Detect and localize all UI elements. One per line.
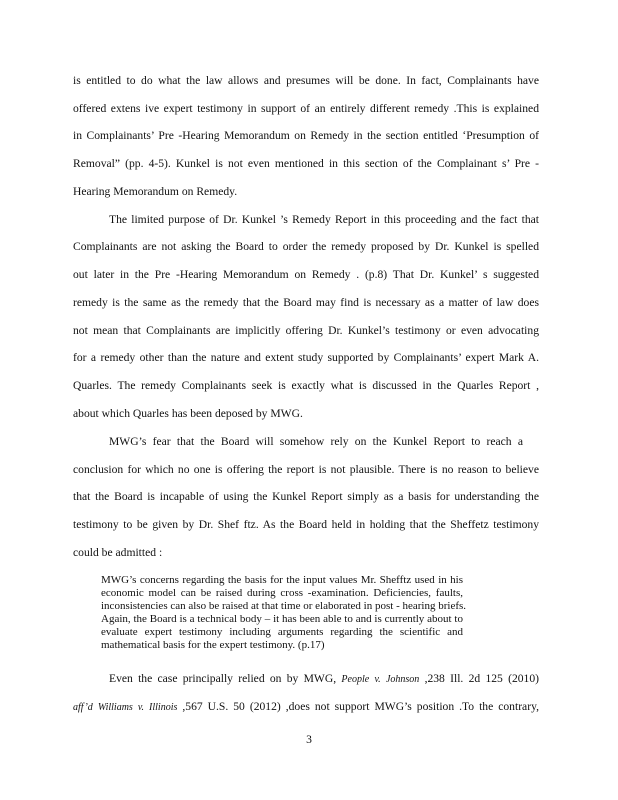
- text-line: MWG’s fear that the Board will somehow rely on the Kunkel Report to reach a: [109, 435, 523, 448]
- quote-line: mathematical basis for the expert testimony. (p.17): [101, 639, 325, 651]
- text-line: Quarles. The remedy Complainants seek is exactly what is discussed in the Quarles Report ,: [73, 379, 539, 392]
- text-line: is entitled to do what the law allows and presumes will be done. In fact, Complainants have: [73, 74, 539, 87]
- case-name: Johnson: [385, 674, 420, 685]
- text-line: Hearing Memorandum on Remedy.: [73, 185, 238, 198]
- text-line: conclusion for which no one is offering the report is not plausible. There is no reason to believe: [73, 463, 539, 476]
- text-line: offered extens ive expert testimony in support of an entirely different remedy .This is explained: [73, 102, 539, 115]
- text-line: testimony to be given by Dr. Shef ftz. As the Board held in holding that the Sheffetz testimony: [73, 518, 539, 531]
- case-name: People: [341, 674, 370, 685]
- citation: ,238 Ill. 2d 125 (2010): [424, 672, 540, 685]
- text-line: The limited purpose of Dr. Kunkel ’s Remedy Report in this proceeding and the fact that: [109, 213, 539, 226]
- text-line: remedy is the same as the remedy that the Board may find is necessary as a matter of law does: [73, 296, 539, 309]
- text-line: that the Board is incapable of using the Kunkel Report simply as a basis for understanding the: [73, 490, 539, 503]
- quote-line: Again, the Board is a technical body – it has been able to and is currently about to: [101, 613, 463, 625]
- text-line: not mean that Complainants are implicitly offering Dr. Kunkel’s testimony or even advocating: [73, 324, 539, 337]
- case-versus: v.: [374, 674, 381, 685]
- text-line: [73, 700, 539, 715]
- quote-line: inconsistencies can also be raised at that time or elaborated in post - hearing briefs.: [101, 600, 467, 612]
- text-line: [109, 672, 539, 687]
- text-line: for a remedy other than the nature and extent study supported by Complainants’ expert Mark A.: [73, 351, 539, 364]
- page-number: 3: [306, 733, 312, 746]
- case-versus: v.: [137, 702, 145, 713]
- quote-line: MWG’s concerns regarding the basis for the input values Mr. Shefftz used in his: [101, 574, 463, 586]
- text-line: about which Quarles has been deposed by MWG.: [73, 407, 303, 420]
- text-line: out later in the Pre -Hearing Memorandum on Remedy . (p.8) That Dr. Kunkel’ s suggested: [73, 268, 539, 281]
- quote-line: economic model can be raised during cross -examination. Deficiencies, faults,: [101, 587, 463, 599]
- case-name: Illinois: [149, 702, 178, 713]
- text-line: Removal” (pp. 4-5). Kunkel is not even mentioned in this section of the Complainant s’ Pre -: [73, 157, 539, 170]
- text-fragment: ,567 U.S. 50 (2012) ,does not support MWG’s position .To the contrary,: [182, 700, 540, 713]
- case-affirmed: aff’d: [73, 702, 93, 713]
- text-line: could be admitted :: [73, 546, 163, 559]
- case-name: Williams: [97, 702, 133, 713]
- text-line: Complainants are not asking the Board to order the remedy proposed by Dr. Kunkel is spelled: [73, 240, 539, 253]
- quote-line: evaluate expert testimony including arguments regarding the scientific and: [101, 626, 463, 638]
- text-fragment: Even the case principally relied on by MWG,: [109, 672, 337, 685]
- text-line: in Complainants’ Pre -Hearing Memorandum on Remedy in the section entitled ‘Presumption of: [73, 129, 539, 142]
